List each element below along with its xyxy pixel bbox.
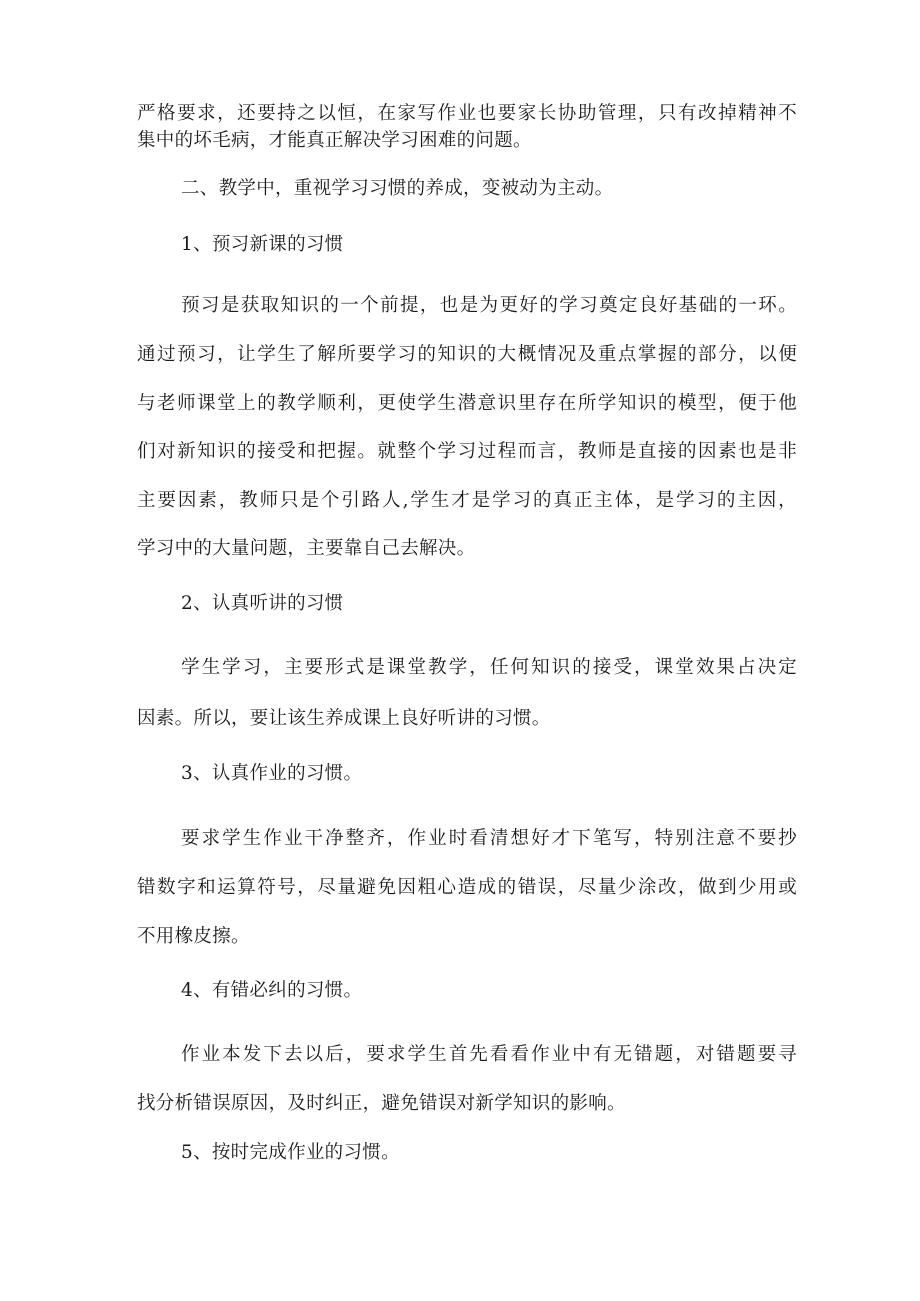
section-heading: 二、教学中，重视学习习惯的养成，变被动为主动。 <box>181 178 614 199</box>
paragraph-line: 因素。所以，要让该生养成课上良好听讲的习惯。 <box>137 708 551 729</box>
subheading: 5、按时完成作业的习惯。 <box>181 1142 400 1163</box>
paragraph-line: 作业本发下去以后，要求学生首先看看作业中有无错题，对错题要寻 <box>181 1044 797 1065</box>
paragraph-line: 严格要求，还要持之以恒，在家写作业也要家长协助管理，只有改掉精神不 <box>137 103 797 124</box>
paragraph-line: 预习是获取知识的一个前提，也是为更好的学习奠定良好基础的一环。 <box>181 295 797 316</box>
paragraph-line: 集中的坏毛病，才能真正解决学习困难的问题。 <box>137 130 532 151</box>
paragraph-line: 通过预习，让学生了解所要学习的知识的大概情况及重点掌握的部分，以便 <box>137 344 797 365</box>
paragraph-line: 们对新知识的接受和把握。就整个学习过程而言，教师是直接的因素也是非 <box>137 441 797 462</box>
paragraph-line: 主要因素，教师只是个引路人,学生才是学习的真正主体，是学习的主因， <box>137 490 797 511</box>
paragraph-line: 找分析错误原因，及时纠正，避免错误对新学知识的影响。 <box>137 1093 626 1114</box>
subheading: 4、有错必纠的习惯。 <box>181 980 363 1001</box>
subheading: 2、认真听讲的习惯 <box>181 593 344 614</box>
paragraph-line: 学生学习，主要形式是课堂教学，任何知识的接受，课堂效果占决定 <box>181 657 797 678</box>
paragraph-line: 不用橡皮擦。 <box>137 926 250 947</box>
paragraph-line: 要求学生作业干净整齐，作业时看清想好才下笔写，特别注意不要抄 <box>181 828 797 849</box>
paragraph-line: 与老师课堂上的教学顺利，更使学生潜意识里存在所学知识的模型，便于他 <box>137 393 797 414</box>
paragraph-line: 错数字和运算符号，尽量避免因粗心造成的错误，尽量少涂改，做到少用或 <box>137 877 797 898</box>
subheading: 1、预习新课的习惯 <box>181 234 344 255</box>
paragraph-line: 学习中的大量问题，主要靠自己去解决。 <box>137 538 476 559</box>
subheading: 3、认真作业的习惯。 <box>181 763 363 784</box>
